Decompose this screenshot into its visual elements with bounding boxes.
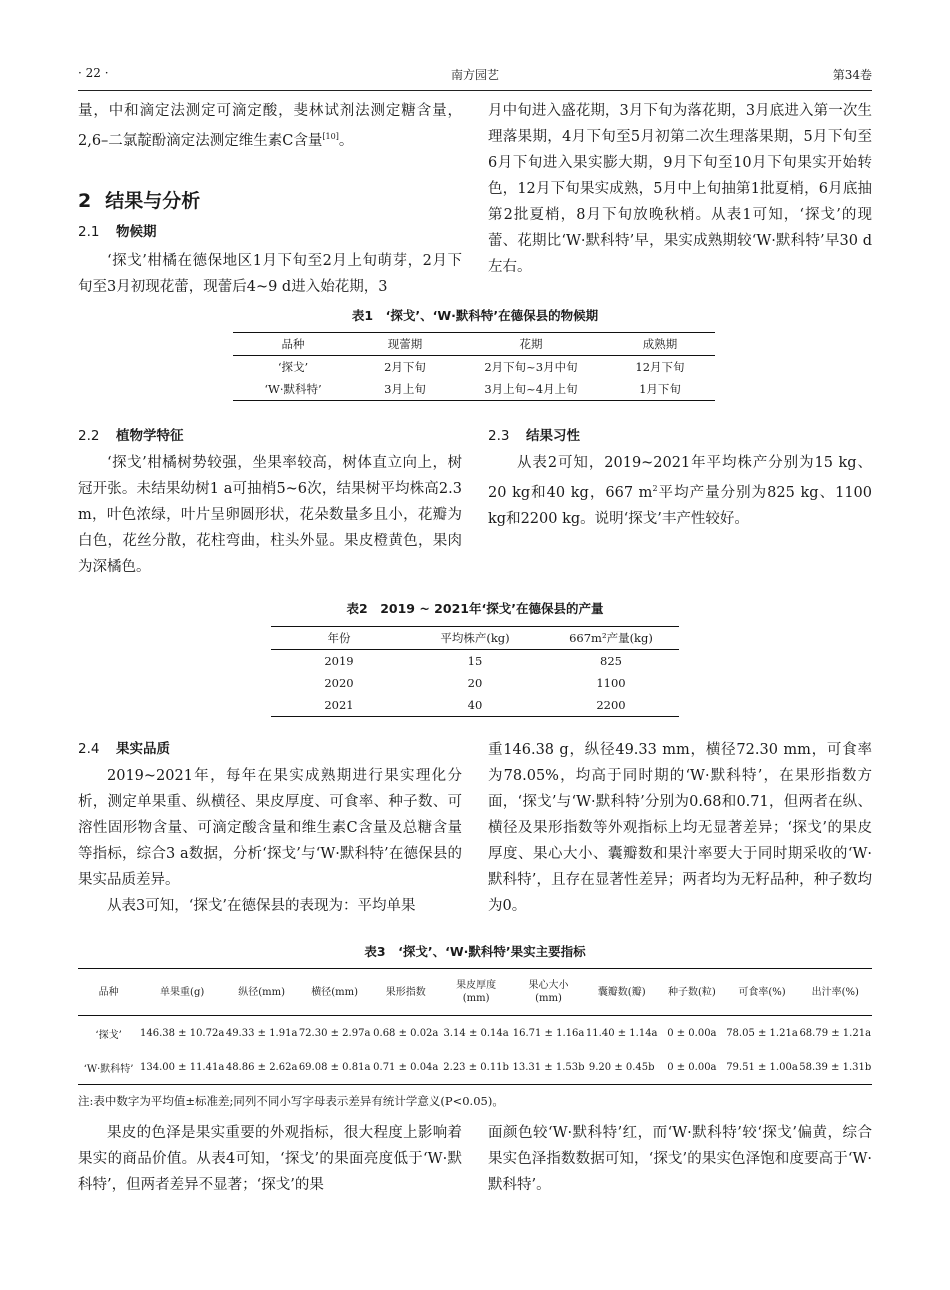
left-column-2-1 [78, 248, 462, 300]
left-column-bottom [78, 1120, 462, 1198]
table-header-cell: 纵径(mm) [225, 969, 298, 1016]
quality-paragraph-cont: 重146.38 g，纵径49.33 mm，横径72.30 mm，可食率为78.05%，均高于同时期的‘W·默科特’，在果形指数方面，‘探戈’与‘W·默科特’分别为0.68和0.71，但两者在纵、横径及果形指数等外观指标上均无显著差异；‘探戈’的果皮厚度、果心大小、囊瓣数和果汁率要大于同时期采收的‘W·默科特’，且存在显著性差异；两者均为无籽品种，种子数均为0。 [488, 742, 872, 914]
table-row: 2020 20 1100 [324, 676, 626, 690]
table-header-cell: 平均株产(kg) [407, 627, 543, 650]
section-2-1-heading: 2.1 物候期 [78, 224, 157, 240]
right-column-bottom [488, 1120, 872, 1198]
table-header-cell: 横径(mm) [298, 969, 371, 1016]
methods-paragraph: 量，中和滴定法测定可滴定酸，斐林试剂法测定糖含量，2,6–二氯靛酚滴定法测定维生素C含量[10]。 [78, 103, 462, 149]
botany-paragraph: ‘探戈’柑橘树势较强，坐果率较高，树体直立向上，树冠开张。未结果幼树1 a可抽梢5~6次，结果树平均株高2.3 m，叶色浓绿，叶片呈卵圆形状，花朵数量多且小，花瓣为白色，花丝分散，花柱弯曲，柱头外显。果皮橙黄色，果肉为深橘色。 [78, 455, 462, 575]
table-header-cell: 667m²产量(kg) [543, 627, 679, 650]
table-header-cell: 出汁率(%) [798, 969, 872, 1016]
page-number: · 22 · [78, 66, 109, 80]
right-column-top [488, 98, 872, 280]
table-header-cell: 成熟期 [605, 333, 715, 356]
journal-name: 南方园艺 [450, 68, 499, 82]
right-column-2-4 [488, 737, 872, 919]
table-header-cell: 现蕾期 [353, 333, 457, 356]
table-header-cell: 果皮厚度 (mm) [440, 969, 511, 1016]
left-column-top [78, 98, 462, 154]
left-column-2-4 [78, 763, 462, 919]
table-header-cell: 单果重(g) [139, 969, 225, 1016]
section-title: 结果与分析 [105, 190, 201, 212]
table-2 [271, 626, 679, 717]
table-header-cell: 可食率(%) [726, 969, 799, 1016]
table-row: ‘W·默科特’ 3月上旬 3月上旬~4月上旬 1月下旬 [233, 378, 715, 401]
header-rule [78, 90, 872, 91]
table-row: 2021 40 2200 [271, 694, 679, 717]
table-header-cell: 年份 [271, 627, 407, 650]
phenology-paragraph: ‘探戈’柑橘在德保地区1月下旬至2月上旬萌芽，2月下旬至3月初现花蕾，现蕾后4~9 d进入始花期，3 [78, 253, 462, 295]
table-3-note: 注:表中数字为平均值±标准差;同列不同小写字母表示差异有统计学意义(P<0.05)。 [78, 1094, 504, 1108]
table-row: ‘探戈’ 146.38 ± 10.72a 49.33 ± 1.91a 72.30 ± 2.97a 0.68 ± 0.02a 3.14 ± 0.14a 16.71 ± 1.16a 11.40 ± 1.14a 0 ± 0.00a 78.05 ± 1.21a 68.79 ± 1.21a [95, 1027, 872, 1041]
table-2-caption: 表2 2019 ~ 2021年‘探戈’在德保县的产量 [346, 601, 604, 616]
volume-label: 第34卷 [832, 68, 872, 82]
table-header-cell: 囊瓣数(瓣) [585, 969, 658, 1016]
table-row: ‘W·默科特’ 134.00 ± 11.41a 48.86 ± 2.62a 69.08 ± 0.81a 0.71 ± 0.04a 2.23 ± 0.11b 13.31 ± 1.53b 9.20 ± 0.45b 0 ± 0.00a 79.51 ± 1.00a 58.39 ± 1.31b [78, 1050, 872, 1085]
table-1 [233, 332, 715, 401]
section-2-2-heading: 2.2 植物学特征 [78, 428, 184, 444]
color-paragraph-cont: 面颜色较‘W·默科特’红，而‘W·默科特’较‘探戈’偏黄，综合果实色泽指数数据可知，‘探戈’的果实色泽饱和度要高于‘W·默科特’。 [488, 1125, 872, 1193]
yield-paragraph: 从表2可知，2019~2021年平均株产分别为15 kg、20 kg和40 kg，667 $m^2$平均产量分别为825 kg、1100 kg和2200 kg。说明‘探戈’丰产性较好。 [488, 455, 872, 527]
section-number: 2 [78, 190, 92, 212]
table-header-cell: 品种 [78, 969, 139, 1016]
right-column-2-3 [488, 450, 872, 532]
table-header-cell: 花期 [457, 333, 605, 356]
quality-paragraph-2: 从表3可知，‘探戈’在德保县的表现为：平均单果 [107, 898, 416, 914]
quality-paragraph: 2019~2021年，每年在果实成熟期进行果实理化分析，测定单果重、纵横径、果皮厚度、可食率、种子数、可溶性固形物含量、可滴定酸含量和维生素C含量及总糖含量等指标，综合3 a数据，分析‘探戈’与‘W·默科特’在德保县的果实品质差异。 [78, 768, 462, 888]
table-header-cell: 果形指数 [371, 969, 440, 1016]
running-header [78, 66, 872, 88]
color-paragraph: 果皮的色泽是果实重要的外观指标，很大程度上影响着果实的商品价值。从表4可知，‘探戈’的果面亮度低于‘W·默科特’，但两者差异不显著；‘探戈’的果 [78, 1125, 462, 1193]
section-2-4-heading: 2.4 果实品质 [78, 741, 170, 757]
table-3-caption: 表3 ‘探戈’、‘W·默科特’果实主要指标 [364, 944, 586, 959]
section-2-heading [78, 186, 200, 213]
table-3 [78, 968, 872, 1085]
table-header-cell: 果心大小 (mm) [512, 969, 585, 1016]
table-row: 2019 15 825 [324, 654, 622, 668]
phenology-paragraph-cont: 月中旬进入盛花期，3月下旬为落花期，3月底进入第一次生理落果期，4月下旬至5月初第二次生理落果期，5月下旬至6月下旬进入果实膨大期，9月下旬至10月下旬果实开始转色，12月下旬果实成熟，5月中上旬抽第1批夏梢，6月底抽第2批夏梢，8月下旬放晚秋梢。从表1可知，‘探戈’的现蕾、花期比‘W·默科特’早，果实成熟期较‘W·默科特’早30 d左右。 [488, 103, 872, 275]
table-header-cell: 种子数(粒) [658, 969, 725, 1016]
left-column-2-2 [78, 450, 462, 580]
table-header-cell: 品种 [233, 333, 353, 356]
section-2-3-heading: 2.3 结果习性 [488, 428, 580, 444]
table-1-caption: 表1 ‘探戈’、‘W·默科特’在德保县的物候期 [351, 308, 599, 323]
table-row: ‘探戈’ 2月下旬 2月下旬~3月中旬 12月下旬 [277, 360, 685, 374]
